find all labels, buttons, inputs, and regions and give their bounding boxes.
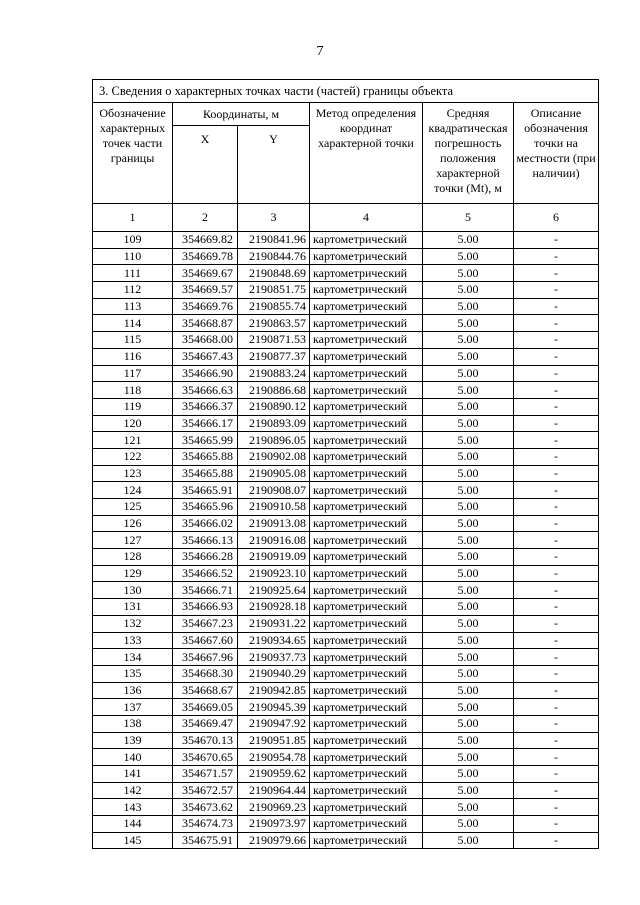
method-cell: картометрический — [310, 298, 423, 315]
method-cell: картометрический — [310, 532, 423, 549]
y-coordinate-cell: 2190919.09 — [238, 549, 310, 566]
table-row — [93, 599, 599, 616]
x-coordinate-cell: 354666.71 — [173, 582, 238, 599]
precision-cell: 5.00 — [423, 549, 514, 566]
precision-cell: 5.00 — [423, 632, 514, 649]
method-cell: картометрический — [310, 832, 423, 849]
description-cell: - — [514, 715, 599, 732]
y-coordinate-cell: 2190851.75 — [238, 282, 310, 299]
table-row — [93, 282, 599, 299]
description-cell: - — [514, 832, 599, 849]
y-coordinate-cell: 2190923.10 — [238, 565, 310, 582]
y-coordinate-cell: 2190937.73 — [238, 649, 310, 666]
y-coordinate-cell: 2190934.65 — [238, 632, 310, 649]
description-cell: - — [514, 816, 599, 833]
point-number-cell: 114 — [93, 315, 173, 332]
point-number-cell: 125 — [93, 499, 173, 516]
point-number-cell: 129 — [93, 565, 173, 582]
description-cell: - — [514, 482, 599, 499]
header-point: Обозначение характерных точек части границы — [93, 103, 173, 204]
method-cell: картометрический — [310, 665, 423, 682]
header-x: X — [173, 126, 238, 204]
method-cell: картометрический — [310, 482, 423, 499]
method-cell: картометрический — [310, 582, 423, 599]
table-row — [93, 482, 599, 499]
y-coordinate-cell: 2190940.29 — [238, 665, 310, 682]
point-number-cell: 130 — [93, 582, 173, 599]
precision-cell: 5.00 — [423, 782, 514, 799]
method-cell: картометрический — [310, 766, 423, 783]
point-number-cell: 110 — [93, 248, 173, 265]
x-coordinate-cell: 354669.05 — [173, 699, 238, 716]
point-number-cell: 118 — [93, 382, 173, 399]
precision-cell: 5.00 — [423, 248, 514, 265]
method-cell: картометрический — [310, 282, 423, 299]
y-coordinate-cell: 2190979.66 — [238, 832, 310, 849]
precision-cell: 5.00 — [423, 465, 514, 482]
point-number-cell: 109 — [93, 232, 173, 249]
y-coordinate-cell: 2190916.08 — [238, 532, 310, 549]
precision-cell: 5.00 — [423, 649, 514, 666]
x-coordinate-cell: 354666.52 — [173, 565, 238, 582]
description-cell: - — [514, 515, 599, 532]
description-cell: - — [514, 382, 599, 399]
table-row — [93, 632, 599, 649]
precision-cell: 5.00 — [423, 232, 514, 249]
description-cell: - — [514, 632, 599, 649]
description-cell: - — [514, 265, 599, 282]
y-coordinate-cell: 2190844.76 — [238, 248, 310, 265]
table-row — [93, 232, 599, 249]
column-number: 2 — [173, 204, 238, 232]
x-coordinate-cell: 354665.91 — [173, 482, 238, 499]
precision-cell: 5.00 — [423, 599, 514, 616]
table-row — [93, 565, 599, 582]
y-coordinate-cell: 2190973.97 — [238, 816, 310, 833]
description-cell: - — [514, 582, 599, 599]
point-number-cell: 127 — [93, 532, 173, 549]
description-cell: - — [514, 298, 599, 315]
y-coordinate-cell: 2190931.22 — [238, 615, 310, 632]
table-row — [93, 766, 599, 783]
method-cell: картометрический — [310, 715, 423, 732]
description-cell: - — [514, 766, 599, 783]
method-cell: картометрический — [310, 415, 423, 432]
method-cell: картометрический — [310, 499, 423, 516]
precision-cell: 5.00 — [423, 432, 514, 449]
y-coordinate-cell: 2190928.18 — [238, 599, 310, 616]
y-coordinate-cell: 2190877.37 — [238, 348, 310, 365]
precision-cell: 5.00 — [423, 582, 514, 599]
point-number-cell: 132 — [93, 615, 173, 632]
column-number: 5 — [423, 204, 514, 232]
x-coordinate-cell: 354669.76 — [173, 298, 238, 315]
description-cell: - — [514, 432, 599, 449]
description-cell: - — [514, 448, 599, 465]
point-number-cell: 122 — [93, 448, 173, 465]
x-coordinate-cell: 354668.00 — [173, 332, 238, 349]
y-coordinate-cell: 2190886.68 — [238, 382, 310, 399]
y-coordinate-cell: 2190893.09 — [238, 415, 310, 432]
point-number-cell: 131 — [93, 599, 173, 616]
x-coordinate-cell: 354668.67 — [173, 682, 238, 699]
method-cell: картометрический — [310, 549, 423, 566]
header-precision: Средняя квадратическая погрешность положения характерной точки (Mt), м — [423, 103, 514, 204]
y-coordinate-cell: 2190863.57 — [238, 315, 310, 332]
point-number-cell: 121 — [93, 432, 173, 449]
y-coordinate-cell: 2190913.08 — [238, 515, 310, 532]
description-cell: - — [514, 599, 599, 616]
point-number-cell: 113 — [93, 298, 173, 315]
x-coordinate-cell: 354668.87 — [173, 315, 238, 332]
x-coordinate-cell: 354666.13 — [173, 532, 238, 549]
table-row — [93, 415, 599, 432]
description-cell: - — [514, 398, 599, 415]
y-coordinate-cell: 2190947.92 — [238, 715, 310, 732]
x-coordinate-cell: 354672.57 — [173, 782, 238, 799]
precision-cell: 5.00 — [423, 515, 514, 532]
precision-cell: 5.00 — [423, 365, 514, 382]
y-coordinate-cell: 2190964.44 — [238, 782, 310, 799]
x-coordinate-cell: 354665.99 — [173, 432, 238, 449]
method-cell: картометрический — [310, 615, 423, 632]
method-cell: картометрический — [310, 265, 423, 282]
x-coordinate-cell: 354674.73 — [173, 816, 238, 833]
table-row — [93, 298, 599, 315]
description-cell: - — [514, 749, 599, 766]
precision-cell: 5.00 — [423, 382, 514, 399]
point-number-cell: 123 — [93, 465, 173, 482]
precision-cell: 5.00 — [423, 282, 514, 299]
table-row — [93, 448, 599, 465]
precision-cell: 5.00 — [423, 415, 514, 432]
precision-cell: 5.00 — [423, 699, 514, 716]
point-number-cell: 124 — [93, 482, 173, 499]
x-coordinate-cell: 354673.62 — [173, 799, 238, 816]
x-coordinate-cell: 354666.17 — [173, 415, 238, 432]
method-cell: картометрический — [310, 632, 423, 649]
description-cell: - — [514, 532, 599, 549]
point-number-cell: 119 — [93, 398, 173, 415]
description-cell: - — [514, 232, 599, 249]
point-number-cell: 139 — [93, 732, 173, 749]
table-row — [93, 682, 599, 699]
description-cell: - — [514, 665, 599, 682]
point-number-cell: 145 — [93, 832, 173, 849]
point-number-cell: 134 — [93, 649, 173, 666]
precision-cell: 5.00 — [423, 532, 514, 549]
x-coordinate-cell: 354669.78 — [173, 248, 238, 265]
table-row — [93, 615, 599, 632]
point-number-cell: 111 — [93, 265, 173, 282]
precision-cell: 5.00 — [423, 832, 514, 849]
x-coordinate-cell: 354665.88 — [173, 465, 238, 482]
table-row — [93, 265, 599, 282]
point-number-cell: 137 — [93, 699, 173, 716]
y-coordinate-cell: 2190841.96 — [238, 232, 310, 249]
y-coordinate-cell: 2190871.53 — [238, 332, 310, 349]
y-coordinate-cell: 2190855.74 — [238, 298, 310, 315]
x-coordinate-cell: 354668.30 — [173, 665, 238, 682]
method-cell: картометрический — [310, 599, 423, 616]
y-coordinate-cell: 2190896.05 — [238, 432, 310, 449]
description-cell: - — [514, 282, 599, 299]
method-cell: картометрический — [310, 382, 423, 399]
y-coordinate-cell: 2190951.85 — [238, 732, 310, 749]
method-cell: картометрический — [310, 432, 423, 449]
description-cell: - — [514, 782, 599, 799]
description-cell: - — [514, 499, 599, 516]
precision-cell: 5.00 — [423, 348, 514, 365]
point-number-cell: 133 — [93, 632, 173, 649]
table-row — [93, 749, 599, 766]
table-row — [93, 715, 599, 732]
x-coordinate-cell: 354665.96 — [173, 499, 238, 516]
header-description: Описание обозначения точки на местности (при наличии) — [514, 103, 599, 204]
point-number-cell: 126 — [93, 515, 173, 532]
precision-cell: 5.00 — [423, 315, 514, 332]
precision-cell: 5.00 — [423, 332, 514, 349]
table-row — [93, 582, 599, 599]
method-cell: картометрический — [310, 248, 423, 265]
header-method: Метод определения координат характерной точки — [310, 103, 423, 204]
y-coordinate-cell: 2190945.39 — [238, 699, 310, 716]
point-number-cell: 117 — [93, 365, 173, 382]
table-row — [93, 398, 599, 415]
precision-cell: 5.00 — [423, 398, 514, 415]
column-number: 1 — [93, 204, 173, 232]
table-row — [93, 248, 599, 265]
table-row — [93, 532, 599, 549]
x-coordinate-cell: 354669.82 — [173, 232, 238, 249]
table-row — [93, 832, 599, 849]
description-cell: - — [514, 549, 599, 566]
point-number-cell: 138 — [93, 715, 173, 732]
section-title: 3. Сведения о характерных точках части (частей) границы объекта — [93, 80, 599, 103]
precision-cell: 5.00 — [423, 799, 514, 816]
point-number-cell: 136 — [93, 682, 173, 699]
point-number-cell: 116 — [93, 348, 173, 365]
y-coordinate-cell: 2190908.07 — [238, 482, 310, 499]
x-coordinate-cell: 354666.63 — [173, 382, 238, 399]
table-row — [93, 782, 599, 799]
description-cell: - — [514, 365, 599, 382]
point-number-cell: 135 — [93, 665, 173, 682]
column-number: 3 — [238, 204, 310, 232]
column-numbers-row — [93, 204, 599, 232]
y-coordinate-cell: 2190883.24 — [238, 365, 310, 382]
table-row — [93, 649, 599, 666]
method-cell: картометрический — [310, 732, 423, 749]
y-coordinate-cell: 2190905.08 — [238, 465, 310, 482]
page-number: 7 — [316, 44, 324, 59]
header-y: Y — [238, 126, 310, 204]
precision-cell: 5.00 — [423, 665, 514, 682]
description-cell: - — [514, 799, 599, 816]
x-coordinate-cell: 354666.37 — [173, 398, 238, 415]
precision-cell: 5.00 — [423, 766, 514, 783]
x-coordinate-cell: 354669.47 — [173, 715, 238, 732]
method-cell: картометрический — [310, 348, 423, 365]
y-coordinate-cell: 2190902.08 — [238, 448, 310, 465]
table-row — [93, 315, 599, 332]
precision-cell: 5.00 — [423, 448, 514, 465]
description-cell: - — [514, 415, 599, 432]
precision-cell: 5.00 — [423, 749, 514, 766]
x-coordinate-cell: 354667.60 — [173, 632, 238, 649]
table-row — [93, 515, 599, 532]
y-coordinate-cell: 2190969.23 — [238, 799, 310, 816]
point-number-cell: 120 — [93, 415, 173, 432]
table-row — [93, 348, 599, 365]
point-number-cell: 128 — [93, 549, 173, 566]
description-cell: - — [514, 465, 599, 482]
x-coordinate-cell: 354667.96 — [173, 649, 238, 666]
x-coordinate-cell: 354671.57 — [173, 766, 238, 783]
table-row — [93, 732, 599, 749]
description-cell: - — [514, 315, 599, 332]
x-coordinate-cell: 354666.28 — [173, 549, 238, 566]
description-cell: - — [514, 615, 599, 632]
precision-cell: 5.00 — [423, 715, 514, 732]
table-row — [93, 549, 599, 566]
point-number-cell: 142 — [93, 782, 173, 799]
y-coordinate-cell: 2190890.12 — [238, 398, 310, 415]
table-row — [93, 382, 599, 399]
y-coordinate-cell: 2190910.58 — [238, 499, 310, 516]
precision-cell: 5.00 — [423, 732, 514, 749]
description-cell: - — [514, 565, 599, 582]
method-cell: картометрический — [310, 398, 423, 415]
x-coordinate-cell: 354666.90 — [173, 365, 238, 382]
table-row — [93, 665, 599, 682]
method-cell: картометрический — [310, 448, 423, 465]
method-cell: картометрический — [310, 749, 423, 766]
table-row — [93, 432, 599, 449]
description-cell: - — [514, 649, 599, 666]
description-cell: - — [514, 332, 599, 349]
point-number-cell: 112 — [93, 282, 173, 299]
y-coordinate-cell: 2190954.78 — [238, 749, 310, 766]
method-cell: картометрический — [310, 649, 423, 666]
description-cell: - — [514, 682, 599, 699]
table-row — [93, 799, 599, 816]
precision-cell: 5.00 — [423, 265, 514, 282]
point-number-cell: 140 — [93, 749, 173, 766]
description-cell: - — [514, 348, 599, 365]
x-coordinate-cell: 354666.93 — [173, 599, 238, 616]
method-cell: картометрический — [310, 232, 423, 249]
table-row — [93, 699, 599, 716]
method-cell: картометрический — [310, 799, 423, 816]
description-cell: - — [514, 248, 599, 265]
x-coordinate-cell: 354670.65 — [173, 749, 238, 766]
precision-cell: 5.00 — [423, 298, 514, 315]
method-cell: картометрический — [310, 782, 423, 799]
precision-cell: 5.00 — [423, 682, 514, 699]
point-number-cell: 143 — [93, 799, 173, 816]
table-row — [93, 816, 599, 833]
method-cell: картометрический — [310, 816, 423, 833]
points-table — [92, 79, 599, 849]
x-coordinate-cell: 354667.23 — [173, 615, 238, 632]
method-cell: картометрический — [310, 515, 423, 532]
precision-cell: 5.00 — [423, 816, 514, 833]
x-coordinate-cell: 354669.67 — [173, 265, 238, 282]
x-coordinate-cell: 354665.88 — [173, 448, 238, 465]
table-row — [93, 465, 599, 482]
x-coordinate-cell: 354667.43 — [173, 348, 238, 365]
y-coordinate-cell: 2190925.64 — [238, 582, 310, 599]
method-cell: картометрический — [310, 315, 423, 332]
precision-cell: 5.00 — [423, 482, 514, 499]
method-cell: картометрический — [310, 565, 423, 582]
precision-cell: 5.00 — [423, 499, 514, 516]
method-cell: картометрический — [310, 699, 423, 716]
y-coordinate-cell: 2190959.62 — [238, 766, 310, 783]
method-cell: картометрический — [310, 365, 423, 382]
x-coordinate-cell: 354675.91 — [173, 832, 238, 849]
point-number-cell: 141 — [93, 766, 173, 783]
y-coordinate-cell: 2190942.85 — [238, 682, 310, 699]
point-number-cell: 115 — [93, 332, 173, 349]
description-cell: - — [514, 732, 599, 749]
column-number: 6 — [514, 204, 599, 232]
precision-cell: 5.00 — [423, 615, 514, 632]
y-coordinate-cell: 2190848.69 — [238, 265, 310, 282]
x-coordinate-cell: 354669.57 — [173, 282, 238, 299]
column-number: 4 — [310, 204, 423, 232]
point-number-cell: 144 — [93, 816, 173, 833]
method-cell: картометрический — [310, 682, 423, 699]
description-cell: - — [514, 699, 599, 716]
table-row — [93, 499, 599, 516]
table-row — [93, 332, 599, 349]
x-coordinate-cell: 354666.02 — [173, 515, 238, 532]
header-coordinates: Координаты, м — [173, 103, 310, 126]
precision-cell: 5.00 — [423, 565, 514, 582]
x-coordinate-cell: 354670.13 — [173, 732, 238, 749]
table-row — [93, 365, 599, 382]
method-cell: картометрический — [310, 332, 423, 349]
method-cell: картометрический — [310, 465, 423, 482]
